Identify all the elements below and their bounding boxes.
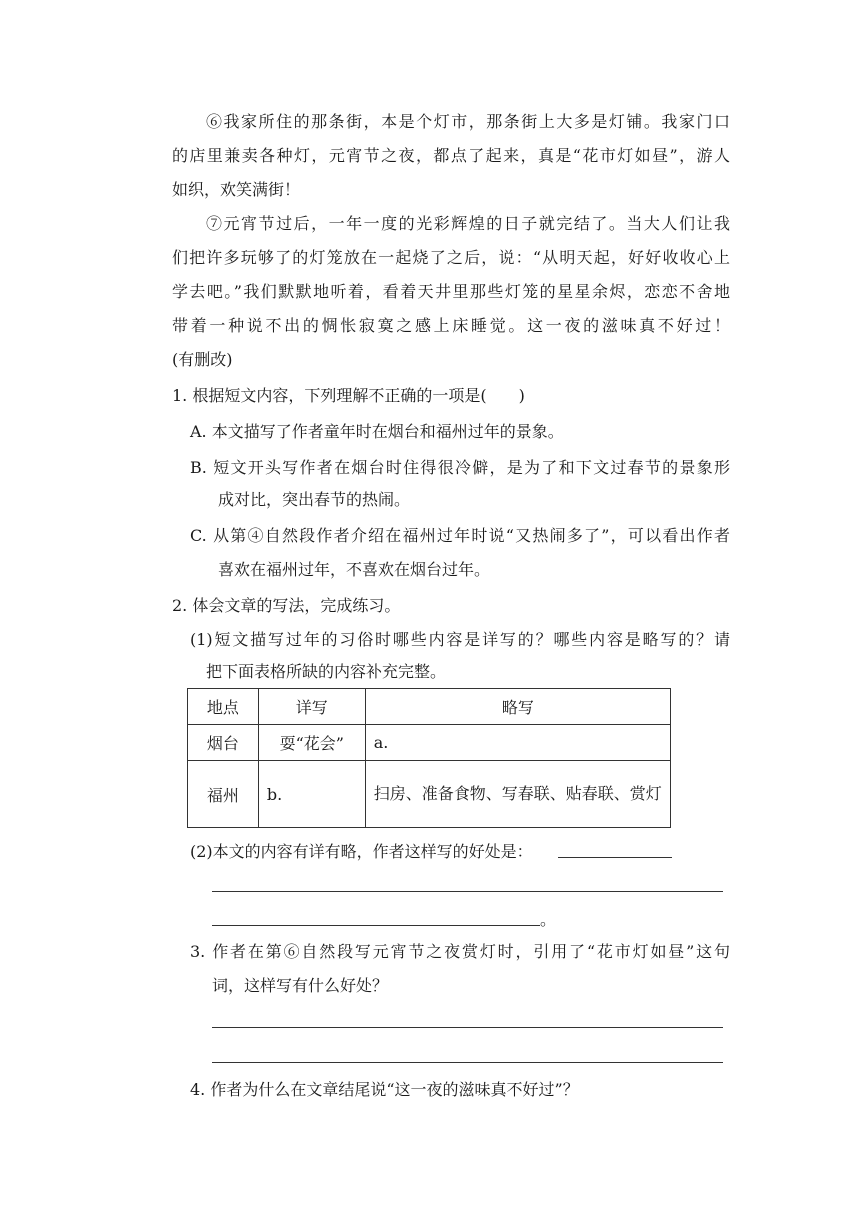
- table-row-yantai: [188, 725, 671, 761]
- q2-sub2-answer-line-2[interactable]: [212, 891, 723, 892]
- q2-sub2-end-mark: 。: [540, 910, 557, 929]
- cell-brief-yantai-answer[interactable]: a.: [365, 725, 670, 761]
- para6-line-2: 的店里兼卖各种灯，元宵节之夜，都点了起来，真是“花市灯如昼”，游人: [172, 146, 730, 165]
- cell-detail-yantai: 耍“花会”: [258, 725, 365, 761]
- q1-stem: 1. 根据短文内容，下列理解不正确的一项是( ): [172, 386, 525, 405]
- q2-sub1-line-1: (1)短文描写过年的习俗时哪些内容是详写的？哪些内容是略写的？请: [190, 630, 730, 649]
- table-header-row: [188, 689, 671, 725]
- q1-option-c-line-2: 喜欢在福州过年，不喜欢在烟台过年。: [218, 560, 491, 579]
- cell-detail-fuzhou-answer[interactable]: b.: [258, 761, 365, 828]
- cell-place-yantai: 烟台: [188, 725, 259, 761]
- q1-option-c-line-1: C. 从第④自然段作者介绍在福州过年时说“又热闹多了”，可以看出作者: [190, 526, 730, 545]
- q2-sub2-answer-line-3[interactable]: [212, 925, 540, 926]
- q2-stem: 2. 体会文章的写法，完成练习。: [172, 596, 401, 615]
- q1-option-b-line-1: B. 短文开头写作者在烟台时住得很冷僻，是为了和下文过春节的景象形: [190, 458, 730, 477]
- q3-line-1: 3. 作者在第⑥自然段写元宵节之夜赏灯时，引用了“花市灯如昼”这句: [190, 942, 730, 961]
- para7-line-4: 带着一种说不出的惆怅寂寞之感上床睡觉。这一夜的滋味真不好过！: [172, 316, 730, 335]
- cell-place-fuzhou: 福州: [188, 761, 259, 828]
- table-row-fuzhou: [188, 761, 671, 828]
- q3-answer-line-2[interactable]: [212, 1062, 723, 1063]
- para6-line-3: 如织，欢笑满街！: [172, 180, 301, 199]
- q2-sub1-line-2: 把下面表格所缺的内容补充完整。: [206, 662, 447, 681]
- q4-line-1: 4. 作者为什么在文章结尾说“这一夜的滋味真不好过”？: [190, 1080, 579, 1099]
- para7-line-3: 学去吧。”我们默默地听着，看着天井里那些灯笼的星星余烬，恋恋不舍地: [172, 282, 730, 301]
- q2-sub2-prompt: (2)本文的内容有详有略，作者这样写的好处是：: [190, 842, 533, 861]
- header-brief: 略写: [365, 689, 670, 725]
- para7-line-2: 们把许多玩够了的灯笼放在一起烧了之后，说：“从明天起，好好收收心上: [172, 248, 730, 267]
- q1-option-a: A. 本文描写了作者童年时在烟台和福州过年的景象。: [190, 422, 564, 441]
- header-place: 地点: [188, 689, 259, 725]
- q2-sub2-answer-line-1[interactable]: [558, 857, 672, 858]
- para6-line-1: ⑥我家所住的那条街，本是个灯市，那条街上大多是灯铺。我家门口: [206, 112, 730, 131]
- cell-brief-fuzhou: 扫房、准备食物、写春联、贴春联、赏灯: [365, 761, 670, 828]
- q3-answer-line-1[interactable]: [212, 1027, 723, 1028]
- customs-table: [187, 688, 671, 828]
- header-detail: 详写: [258, 689, 365, 725]
- source-note: (有删改): [172, 350, 233, 369]
- para7-line-1: ⑦元宵节过后，一年一度的光彩辉煌的日子就完结了。当大人们让我: [206, 214, 730, 233]
- q1-option-b-line-2: 成对比，突出春节的热闹。: [218, 490, 411, 509]
- q3-line-2: 词，这样写有什么好处？: [212, 976, 389, 995]
